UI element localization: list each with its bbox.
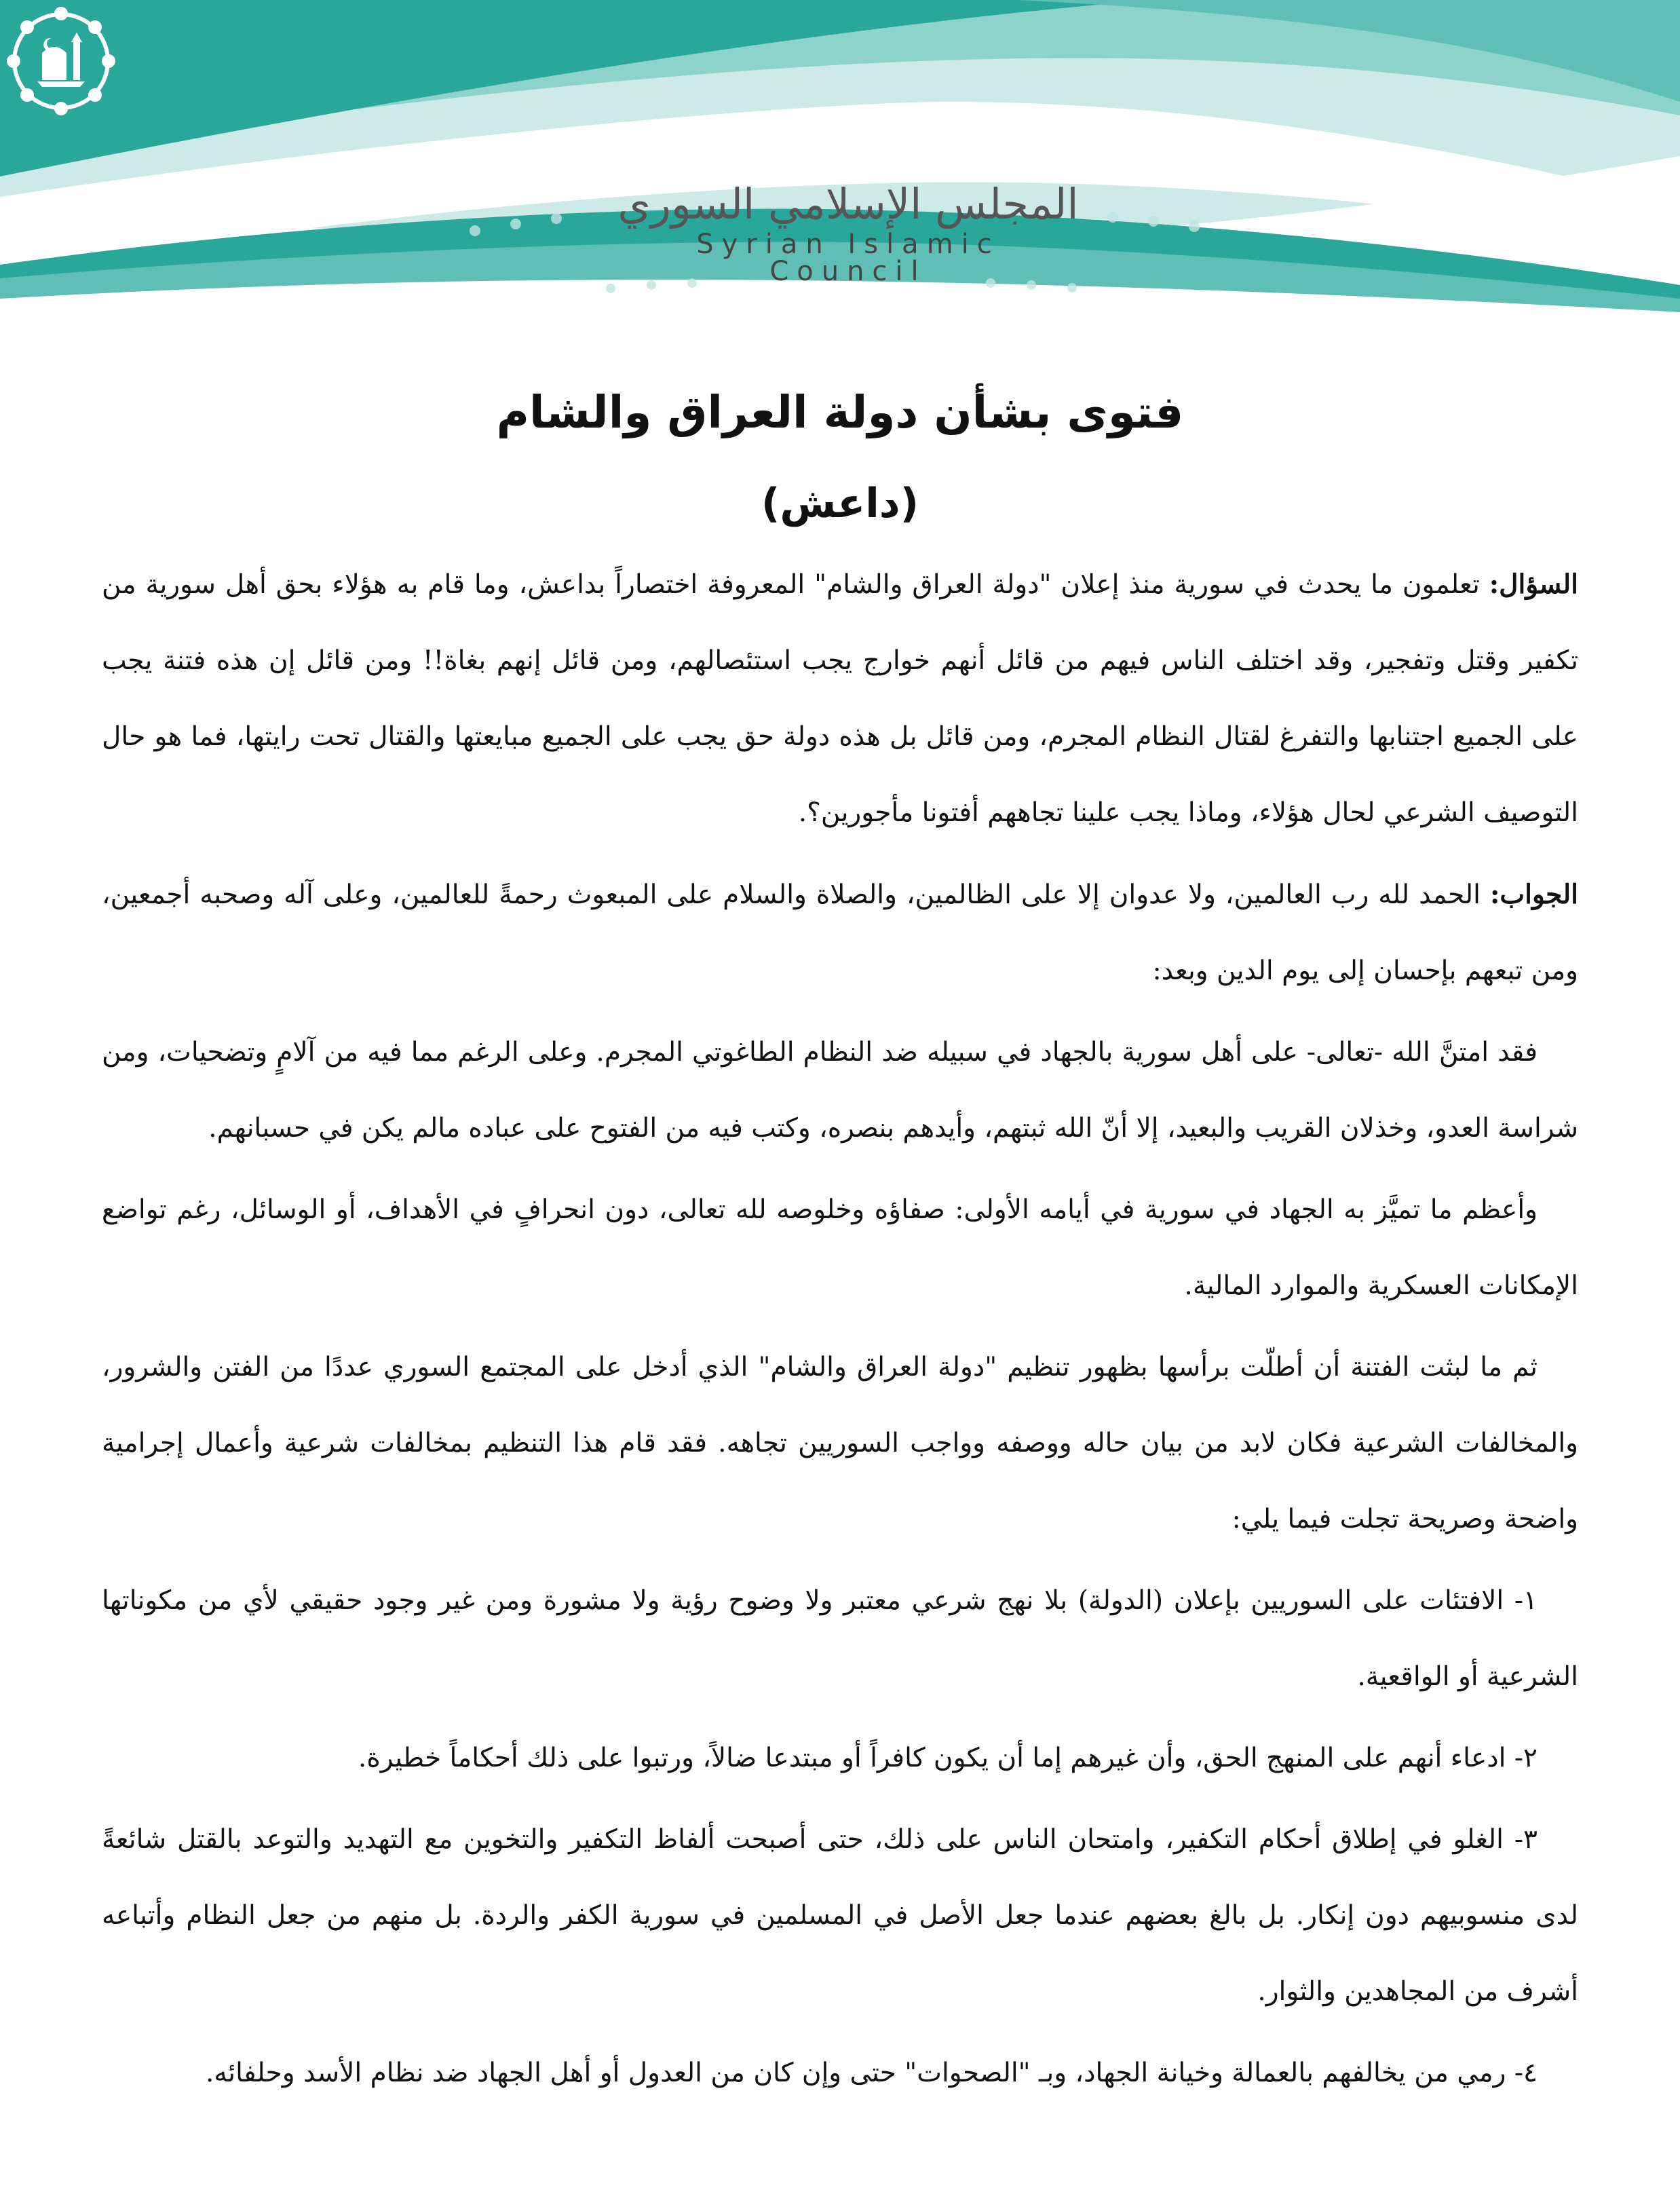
- document-title: فتوى بشأن دولة العراق والشام: [496, 386, 1184, 438]
- document-subtitle: (داعش): [761, 480, 919, 527]
- list-item: ٤- رمي من يخالفهم بالعمالة وخيانة الجهاد، وبـ "الصحوات" حتى وإن كان من العدول أو أهل الجهاد ضد نظام الأسد وحلفائه.: [205, 2058, 1538, 2088]
- answer-label: الجواب:: [1490, 879, 1578, 910]
- body-paragraph: وأعظم ما تميَّز به الجهاد في سورية في أيامه الأولى: صفاؤه وخلوصه لله تعالى، دون انحرافٍ في الأهداف، أو الوسائل، رغم تواضع الإمكانات العسكرية والموارد المالية.: [102, 1194, 1578, 1301]
- list-item: ٢- ادعاء أنهم على المنهج الحق، وأن غيرهم إما أن يكون كافراً أو مبتدعا ضالاً، ورتبوا على ذلك أحكاماً خطيرة.: [358, 1743, 1538, 1773]
- brand-name-arabic: المجلس الإسلامي السوري: [617, 179, 1079, 229]
- document-body: [102, 546, 1578, 2117]
- answer-text: الحمد لله رب العالمين، ولا عدوان إلا على الظالمين، والصلاة والسلام على المبعوث رحمةً للعالمين، وعلى آله وصحبه أجمعين، ومن تبعهم بإحسان إلى يوم الدين وبعد:: [102, 880, 1578, 986]
- council-emblem-icon: [0, 0, 122, 122]
- body-paragraph: فقد امتنَّ الله -تعالى- على أهل سورية بالجهاد في سبيله ضد النظام الطاغوتي المجرم. وعلى الرغم مما فيه من آلامٍ وتضحيات، ومن شراسة العدو، وخذلان القريب والبعيد، إلا أنّ الله ثبتهم، وأيدهم بنصره، وكتب فيه من الفتوح على عباده مالم يكن في حسبانهم.: [102, 1037, 1578, 1144]
- header-banner: [0, 0, 1680, 319]
- answer-paragraph: [102, 856, 1578, 1009]
- question-label: السؤال:: [1489, 569, 1578, 600]
- body-paragraph: ثم ما لبثت الفتنة أن أطلّت برأسها بظهور تنظيم "دولة العراق والشام" الذي أدخل على المجتمع السوري عددًا من الفتن والشرور، والمخالفات الشرعية فكان لابد من بيان حاله ووصفه وواجب السوريين تجاهه. فقد قام هذا التنظيم بمخالفات شرعية وأعمال إجرامية واضحة وصريحة تجلت فيما يلي:: [102, 1352, 1578, 1534]
- brand-name-english: Syrian Islamic Council: [696, 229, 1000, 287]
- list-item: ٣- الغلو في إطلاق أحكام التكفير، وامتحان الناس على ذلك، حتى أصبحت ألفاظ التكفير والتخوين مع التهديد والتوعد بالقتل شائعةً لدى منسوبيهم دون إنكار. بل بالغ بعضهم عندما جعل الأصل في المسلمين في سورية الكفر والردة. بل منهم من جعل النظام وأتباعه أشرف من المجاهدين والثوار.: [102, 1824, 1578, 2007]
- question-paragraph: [102, 546, 1578, 851]
- list-item: ١- الافتئات على السوريين بإعلان (الدولة) بلا نهج شرعي معتبر ولا وضوح رؤية ولا مشورة ومن غير وجود حقيقي لأي من مكوناتها الشرعية أو الواقعية.: [102, 1585, 1578, 1692]
- question-text: تعلمون ما يحدث في سورية منذ إعلان "دولة العراق والشام" المعروفة اختصاراً بداعش، وما قام به هؤلاء بحق أهل سورية من تكفير وقتل وتفجير، وقد اختلف الناس فيهم من قائل أنهم خوارج يجب استئصالهم، ومن قائل إنهم بغاة!! ومن قائل إن هذه فتنة يجب على الجميع اجتنابها والتفرغ لقتال النظام المجرم، ومن قائل بل هذه دولة حق يجب على الجميع مبايعتها والقتال تحت رايتها، فما هو حال التوصيف الشرعي لحال هؤلاء، وماذا يجب علينا تجاههم أفتونا مأجورين؟.: [102, 569, 1578, 828]
